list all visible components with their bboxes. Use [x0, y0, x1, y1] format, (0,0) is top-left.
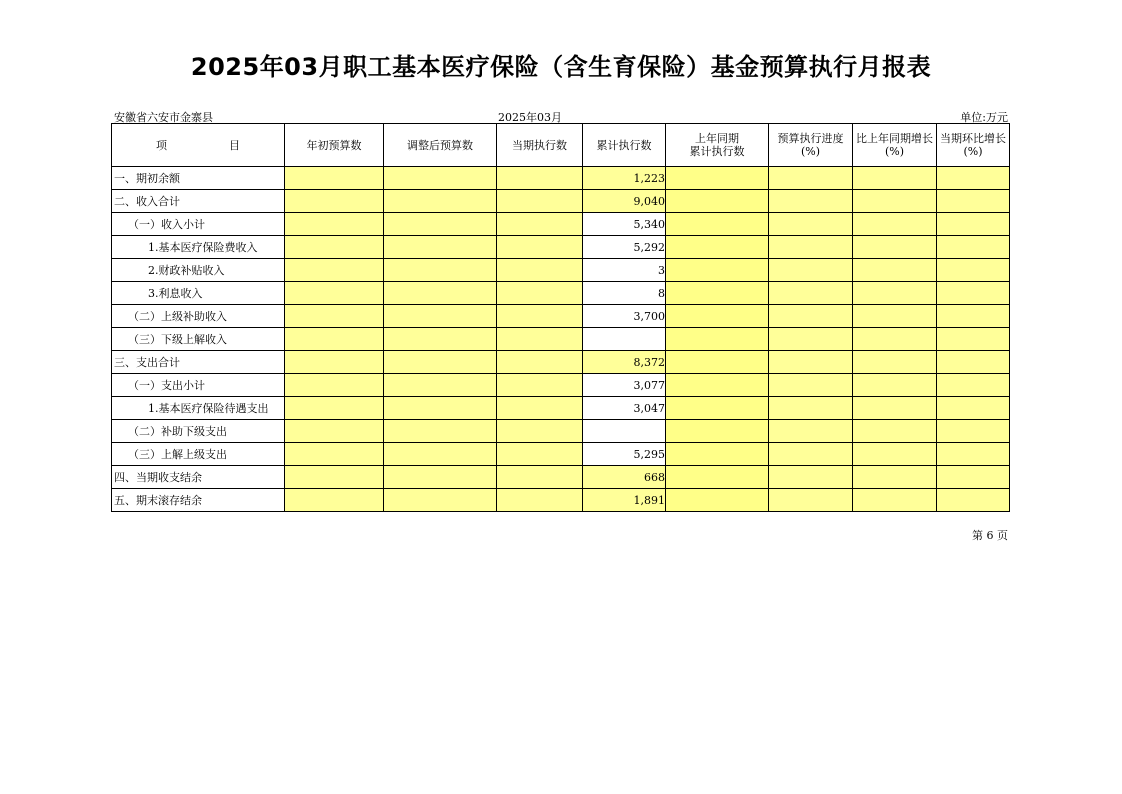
table-row	[112, 190, 1010, 213]
cumulative-exec-cell: 1,891	[583, 489, 666, 512]
current-exec-cell	[497, 489, 583, 512]
header-mom: 当期环比增长 (%)	[937, 124, 1010, 167]
yoy-cell	[853, 190, 937, 213]
last-year-cell	[666, 259, 769, 282]
adjusted-budget-cell	[384, 420, 497, 443]
cumulative-exec-cell: 3,700	[583, 305, 666, 328]
yoy-cell	[853, 259, 937, 282]
row-label: （一）收入小计	[112, 213, 285, 236]
current-exec-cell	[497, 305, 583, 328]
page-number: 第 6 页	[972, 529, 1008, 542]
last-year-cell	[666, 305, 769, 328]
adjusted-budget-cell	[384, 351, 497, 374]
current-exec-cell	[497, 351, 583, 374]
header-cumulative-exec: 累计执行数	[583, 124, 666, 167]
current-exec-cell	[497, 397, 583, 420]
annual-budget-cell	[285, 397, 384, 420]
cumulative-exec-cell: 1,223	[583, 167, 666, 190]
last-year-cell	[666, 167, 769, 190]
last-year-cell	[666, 328, 769, 351]
yoy-cell	[853, 236, 937, 259]
table-row	[112, 213, 1010, 236]
table-row	[112, 397, 1010, 420]
mom-cell	[937, 190, 1010, 213]
mom-cell	[937, 466, 1010, 489]
current-exec-cell	[497, 282, 583, 305]
header-item: 项 目	[112, 124, 285, 167]
adjusted-budget-cell	[384, 328, 497, 351]
report-title: 2025年03月职工基本医疗保险（含生育保险）基金预算执行月报表	[190, 53, 932, 81]
progress-cell	[769, 328, 853, 351]
adjusted-budget-cell	[384, 167, 497, 190]
mom-cell	[937, 420, 1010, 443]
progress-cell	[769, 489, 853, 512]
last-year-cell	[666, 443, 769, 466]
last-year-cell	[666, 466, 769, 489]
adjusted-budget-cell	[384, 397, 497, 420]
row-label: 四、当期收支结余	[112, 466, 285, 489]
row-label: （一）支出小计	[112, 374, 285, 397]
header-yoy: 比上年同期增长 (%)	[853, 124, 937, 167]
table-row	[112, 282, 1010, 305]
annual-budget-cell	[285, 466, 384, 489]
mom-cell	[937, 489, 1010, 512]
current-exec-cell	[497, 328, 583, 351]
current-exec-cell	[497, 420, 583, 443]
last-year-cell	[666, 282, 769, 305]
annual-budget-cell	[285, 374, 384, 397]
budget-report-table	[111, 123, 1010, 512]
cumulative-exec-cell: 3,047	[583, 397, 666, 420]
header-last-year: 上年同期 累计执行数	[666, 124, 769, 167]
table-row	[112, 420, 1010, 443]
row-label: 3.利息收入	[112, 282, 285, 305]
adjusted-budget-cell	[384, 259, 497, 282]
cumulative-exec-cell: 5,340	[583, 213, 666, 236]
adjusted-budget-cell	[384, 489, 497, 512]
adjusted-budget-cell	[384, 305, 497, 328]
annual-budget-cell	[285, 259, 384, 282]
current-exec-cell	[497, 190, 583, 213]
mom-cell	[937, 259, 1010, 282]
yoy-cell	[853, 443, 937, 466]
cumulative-exec-cell: 5,292	[583, 236, 666, 259]
period-label: 2025年03月	[498, 111, 562, 124]
annual-budget-cell	[285, 351, 384, 374]
last-year-cell	[666, 190, 769, 213]
header-annual-budget: 年初预算数	[285, 124, 384, 167]
yoy-cell	[853, 374, 937, 397]
progress-cell	[769, 213, 853, 236]
header-row	[112, 124, 1010, 167]
yoy-cell	[853, 282, 937, 305]
annual-budget-cell	[285, 328, 384, 351]
yoy-cell	[853, 328, 937, 351]
mom-cell	[937, 328, 1010, 351]
adjusted-budget-cell	[384, 374, 497, 397]
yoy-cell	[853, 489, 937, 512]
mom-cell	[937, 305, 1010, 328]
annual-budget-cell	[285, 489, 384, 512]
yoy-cell	[853, 397, 937, 420]
current-exec-cell	[497, 466, 583, 489]
cumulative-exec-cell: 3,077	[583, 374, 666, 397]
row-label: 三、支出合计	[112, 351, 285, 374]
mom-cell	[937, 397, 1010, 420]
table-row	[112, 236, 1010, 259]
row-label: 1.基本医疗保险费收入	[112, 236, 285, 259]
table-row	[112, 443, 1010, 466]
progress-cell	[769, 167, 853, 190]
yoy-cell	[853, 420, 937, 443]
annual-budget-cell	[285, 213, 384, 236]
progress-cell	[769, 397, 853, 420]
progress-cell	[769, 351, 853, 374]
cumulative-exec-cell: 5,295	[583, 443, 666, 466]
progress-cell	[769, 190, 853, 213]
cumulative-exec-cell	[583, 328, 666, 351]
last-year-cell	[666, 351, 769, 374]
yoy-cell	[853, 351, 937, 374]
last-year-cell	[666, 213, 769, 236]
row-label: （三）下级上解收入	[112, 328, 285, 351]
last-year-cell	[666, 489, 769, 512]
progress-cell	[769, 259, 853, 282]
mom-cell	[937, 213, 1010, 236]
annual-budget-cell	[285, 305, 384, 328]
annual-budget-cell	[285, 443, 384, 466]
progress-cell	[769, 236, 853, 259]
progress-cell	[769, 305, 853, 328]
row-label: 1.基本医疗保险待遇支出	[112, 397, 285, 420]
table-row	[112, 489, 1010, 512]
table-row	[112, 374, 1010, 397]
cumulative-exec-cell: 3	[583, 259, 666, 282]
last-year-cell	[666, 236, 769, 259]
last-year-cell	[666, 374, 769, 397]
row-label: 五、期末滚存结余	[112, 489, 285, 512]
current-exec-cell	[497, 259, 583, 282]
row-label: 2.财政补贴收入	[112, 259, 285, 282]
mom-cell	[937, 374, 1010, 397]
current-exec-cell	[497, 443, 583, 466]
annual-budget-cell	[285, 167, 384, 190]
adjusted-budget-cell	[384, 190, 497, 213]
adjusted-budget-cell	[384, 213, 497, 236]
table-row	[112, 351, 1010, 374]
table-row	[112, 466, 1010, 489]
cumulative-exec-cell: 9,040	[583, 190, 666, 213]
last-year-cell	[666, 420, 769, 443]
mom-cell	[937, 282, 1010, 305]
row-label: （二）上级补助收入	[112, 305, 285, 328]
yoy-cell	[853, 305, 937, 328]
annual-budget-cell	[285, 236, 384, 259]
cumulative-exec-cell	[583, 420, 666, 443]
yoy-cell	[853, 466, 937, 489]
adjusted-budget-cell	[384, 466, 497, 489]
row-label: 一、期初余额	[112, 167, 285, 190]
row-label: （二）补助下级支出	[112, 420, 285, 443]
header-current-exec: 当期执行数	[497, 124, 583, 167]
mom-cell	[937, 236, 1010, 259]
mom-cell	[937, 443, 1010, 466]
progress-cell	[769, 466, 853, 489]
annual-budget-cell	[285, 282, 384, 305]
annual-budget-cell	[285, 190, 384, 213]
progress-cell	[769, 374, 853, 397]
table-row	[112, 167, 1010, 190]
table-row	[112, 305, 1010, 328]
header-adjusted-budget: 调整后预算数	[384, 124, 497, 167]
cumulative-exec-cell: 8,372	[583, 351, 666, 374]
table-row	[112, 328, 1010, 351]
current-exec-cell	[497, 167, 583, 190]
table-row	[112, 259, 1010, 282]
progress-cell	[769, 420, 853, 443]
current-exec-cell	[497, 236, 583, 259]
annual-budget-cell	[285, 420, 384, 443]
cumulative-exec-cell: 668	[583, 466, 666, 489]
adjusted-budget-cell	[384, 282, 497, 305]
current-exec-cell	[497, 213, 583, 236]
progress-cell	[769, 443, 853, 466]
row-label: （三）上解上级支出	[112, 443, 285, 466]
row-label: 二、收入合计	[112, 190, 285, 213]
unit-label: 单位:万元	[960, 111, 1008, 124]
adjusted-budget-cell	[384, 236, 497, 259]
progress-cell	[769, 282, 853, 305]
mom-cell	[937, 351, 1010, 374]
current-exec-cell	[497, 374, 583, 397]
yoy-cell	[853, 213, 937, 236]
yoy-cell	[853, 167, 937, 190]
adjusted-budget-cell	[384, 443, 497, 466]
region-label: 安徽省六安市金寨县	[114, 111, 213, 124]
mom-cell	[937, 167, 1010, 190]
header-progress: 预算执行进度 (%)	[769, 124, 853, 167]
cumulative-exec-cell: 8	[583, 282, 666, 305]
last-year-cell	[666, 397, 769, 420]
